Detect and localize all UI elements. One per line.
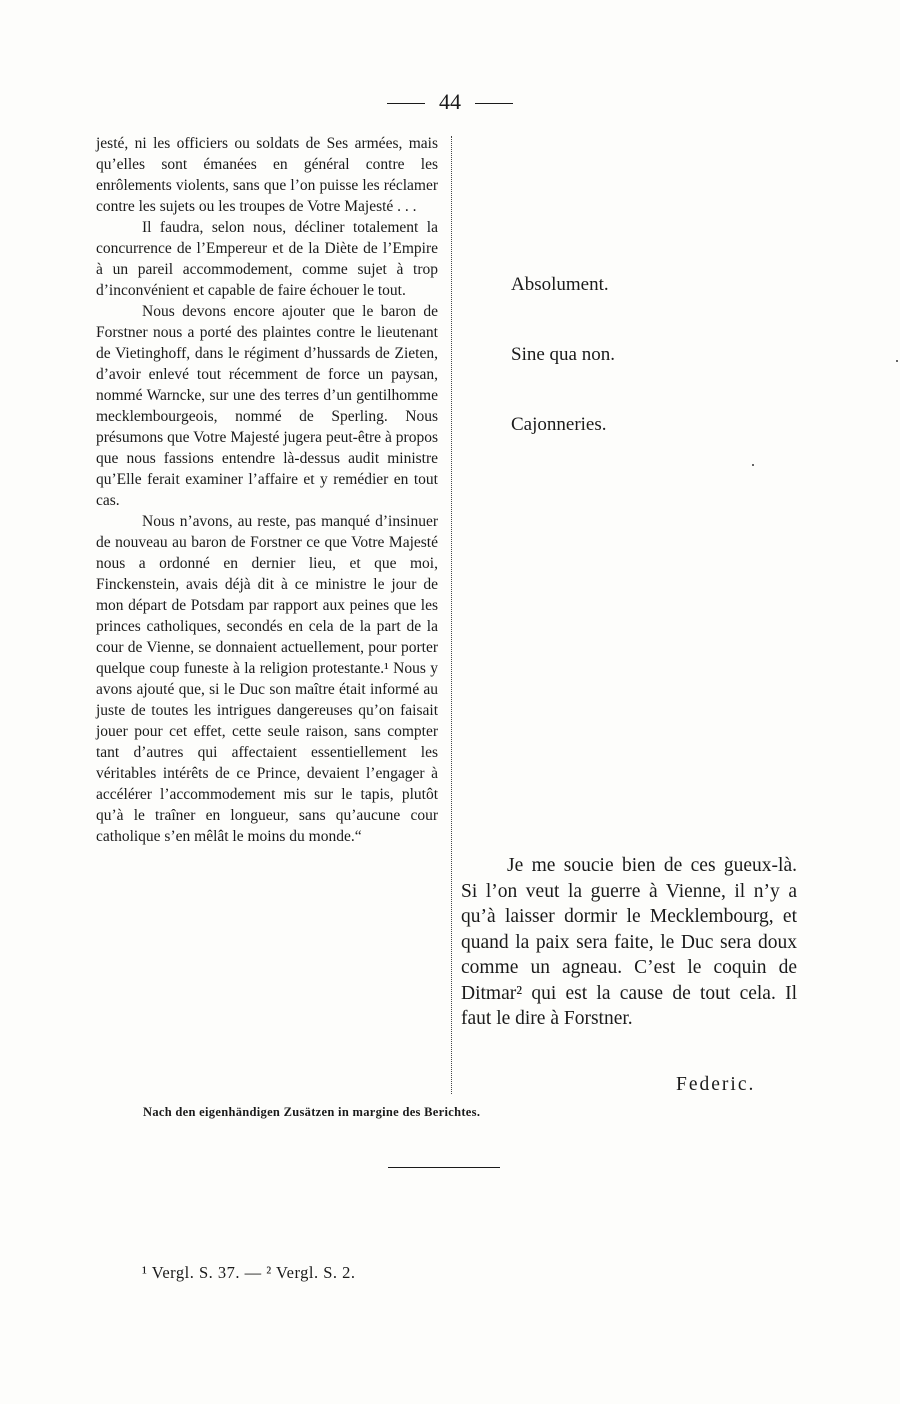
margin-note-sine-qua-non: Sine qua non. — [511, 344, 615, 365]
report-paragraph: jesté, ni les officiers ou soldats de Ses armées, mais qu’elles sont émanées en général contre les enrôlements violents, sans que l’on puisse les réclamer contre les sujets ou les troupes de Votre Majesté . . . — [96, 135, 438, 215]
signature: Federic. — [676, 1074, 756, 1095]
report-paragraph: Nous devons encore ajouter que le baron de Forstner nous a porté des plaintes contre le lieutenant de Vietinghoff, dans le régiment d’hussards de Zieten, d’avoir enlevé tout récemment de force un paysan, nommé Warncke, sur une des terres d’un gentilhomme mecklembourgeois, nommé de Sperling. Nous présumons que Votre Majesté jugera peut-être à propos que nous fassions entendre là-dessus audit ministre qu’Elle ferait examiner l’affaire et y remédier en tout cas. — [96, 303, 438, 509]
margin-note-cajonneries: Cajonneries. — [511, 414, 607, 435]
page-number-left-dash — [387, 103, 425, 104]
report-paragraph: Il faudra, selon nous, décliner totalement la concurrence de l’Empereur et de la Diète de l’Empire à un pareil accommodement, comme sujet à trop d’inconvénient et capable de faire échouer le tout. — [96, 219, 438, 299]
footnotes: ¹ Vergl. S. 37. — ² Vergl. S. 2. — [142, 1263, 356, 1282]
print-speck — [896, 360, 898, 362]
print-speck — [752, 464, 754, 466]
king-remark-text: Je me soucie bien de ces gueux-là. Si l’on veut la guerre à Vienne, il n’y a qu’à laisser dormir le Mecklembourg, et quand la paix sera faite, le Duc sera doux comme un agneau. C’est le coquin de Ditmar² qui est la cause de tout cela. Il faut le dire à Forstner. — [461, 855, 797, 1029]
report-paragraph: Nous n’avons, au reste, pas manqué d’insinuer de nouveau au baron de Forstner ce que Votre Majesté nous a ordonné en dernier lieu, et que moi, Finckenstein, avais déjà dit à ce ministre le jour de mon départ de Potsdam par rapport aux peines que les princes catholiques, secondés en cela de la part de la cour de Vienne, se donnaient actuellement, pour porter quelque coup funeste à la religion protestante.¹ Nous y avons ajouté que, si le Duc son maître était informé au juste de toutes les intrigues dangereuses qu’on faisait jouer pour cet effet, cette seule raison, sans compter tant d’autres qui affectaient essentiellement les véritables intérêts de ce Prince, devaient l’engager à accélérer l’accommodement mis sur le tapis, plutôt qu’à le traîner en longueur, sans qu’aucune cour catholique s’en mêlât le moins du monde.“ — [96, 513, 438, 845]
king-remark — [461, 853, 797, 1032]
source-note: Nach den eigenhändigen Zusätzen in margine des Berichtes. — [143, 1105, 481, 1119]
page-number-right-dash — [475, 103, 513, 104]
page-number-text: 44 — [439, 89, 461, 114]
section-separator — [388, 1167, 500, 1168]
column-divider — [451, 136, 452, 1094]
report-text-column — [96, 133, 438, 847]
page-number — [0, 88, 900, 116]
margin-note-absolument: Absolument. — [511, 274, 609, 295]
